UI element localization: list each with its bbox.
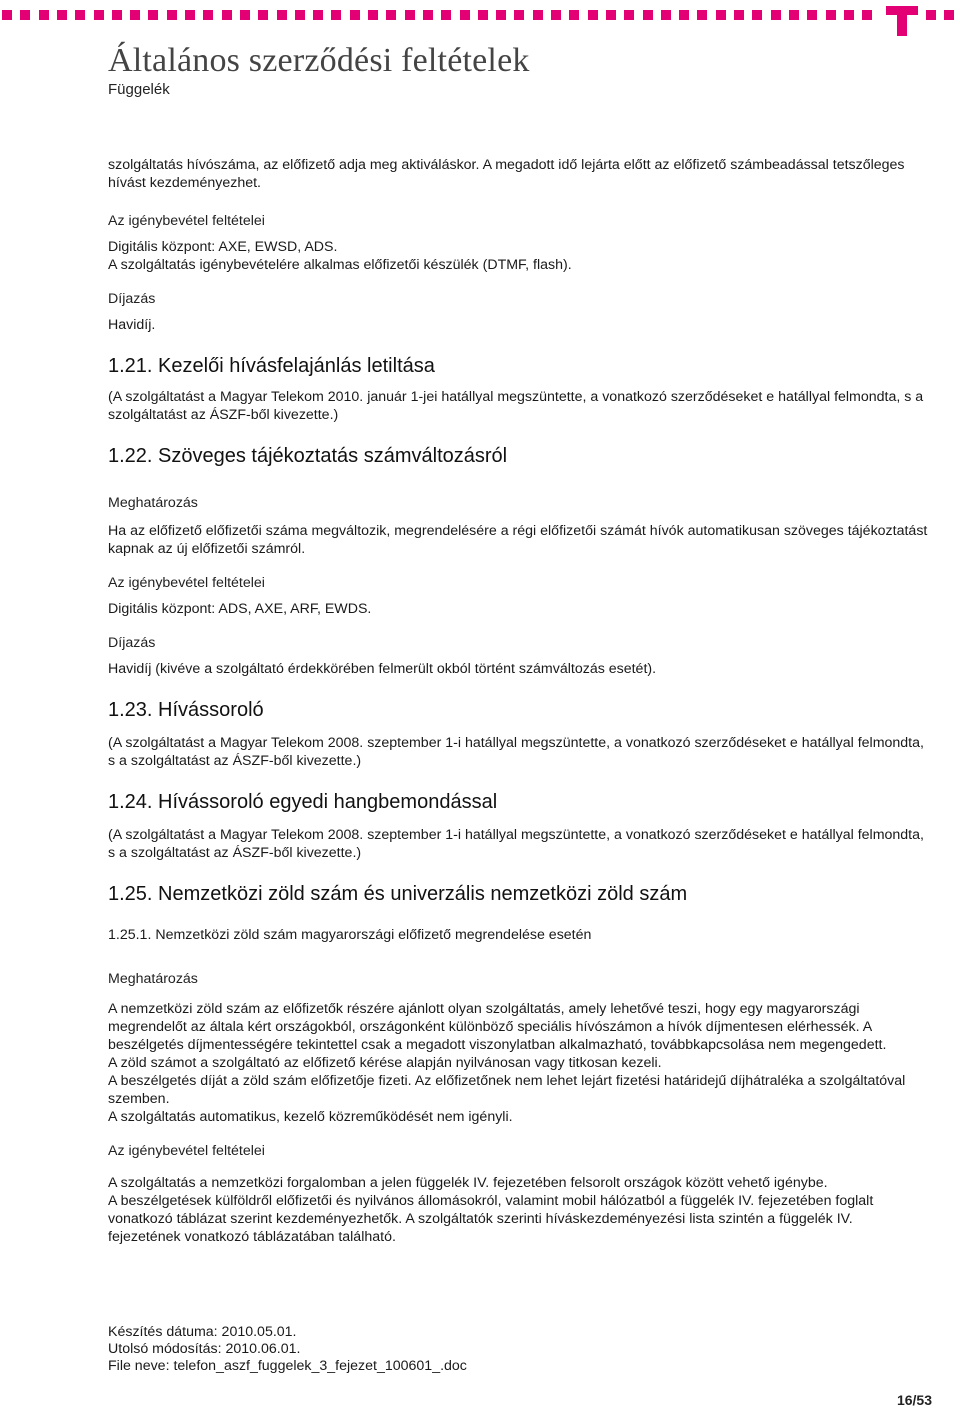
header-dot xyxy=(222,10,232,20)
paragraph: (A szolgáltatást a Magyar Telekom 2010. január 1-jei hatállyal megszüntette, a vonatkozó szerződéseket e hatállyal felmondta, s a szolgáltatást az ÁSZF-ből kivezette.) xyxy=(108,389,924,423)
paragraph: A zöld számot a szolgáltató az előfizető kérése alapján nyilvánosan vagy titkosan kezeli. xyxy=(108,1055,662,1071)
paragraph: Digitális központ: ADS, AXE, ARF, EWDS. xyxy=(108,601,372,617)
paragraph: A szolgáltatás igénybevételére alkalmas előfizetői készülék (DTMF, flash). xyxy=(108,257,572,273)
header-dot xyxy=(624,10,634,20)
paragraph: A beszélgetés díját a zöld szám előfizetője fizeti. Az előfizetőnek nem lehet lejárt fizetési határidejű díjhátraléka a szolgáltatóval szemben. xyxy=(108,1073,906,1107)
header-dot xyxy=(533,10,543,20)
paragraph: (A szolgáltatást a Magyar Telekom 2008. szeptember 1-i hatállyal megszüntette, a vonatkozó szerződéseket e hatállyal felmondta, s a szolgáltatást az ÁSZF-ből kivezette.) xyxy=(108,735,924,769)
header-dot xyxy=(240,10,250,20)
header-dot xyxy=(258,10,268,20)
header-dot xyxy=(716,10,726,20)
header-dot xyxy=(203,10,213,20)
footer-filename: File neve: telefon_aszf_fuggelek_3_fejezet_100601_.doc xyxy=(108,1358,467,1374)
header-dot xyxy=(679,10,689,20)
header-dot xyxy=(661,10,671,20)
header-dot xyxy=(350,10,360,20)
paragraph: A nemzetközi zöld szám az előfizetők részére ajánlott olyan szolgáltatás, amely lehetővé teszi, hogy egy magyarországi megrendelőt az általa kért országokból, országonként különböző speciális hívószámon a hívók díjmentesen elérhessék. A beszélgetés díjmentességére tekintettel csak a megadott viszonylatban alkalmazható, továbbkapcsolása nem megengedett. xyxy=(108,1001,887,1053)
header-dot xyxy=(514,10,524,20)
telekom-t-logo-icon xyxy=(884,0,960,40)
header-dot xyxy=(20,10,30,20)
page-number: 16/53 xyxy=(896,1392,932,1408)
paragraph: szolgáltatás hívószáma, az előfizető adja meg aktiváláskor. A megadott idő lejárta előtt az előfizető számbeadással tetszőleges hívást kezdeményezhet. xyxy=(108,157,905,191)
section-label: Meghatározás xyxy=(108,971,198,987)
section-heading: 1.21. Kezelői hívásfelajánlás letiltása xyxy=(108,355,435,377)
header-dot xyxy=(752,10,762,20)
section-label: Díjazás xyxy=(108,635,156,651)
section-label: Az igénybevétel feltételei xyxy=(108,1143,265,1159)
header-dot xyxy=(569,10,579,20)
header-dot xyxy=(789,10,799,20)
header-dot xyxy=(771,10,781,20)
header-dot xyxy=(496,10,506,20)
header-dot xyxy=(148,10,158,20)
paragraph: Digitális központ: AXE, EWSD, ADS. xyxy=(108,239,338,255)
section-label: Az igénybevétel feltételei xyxy=(108,213,265,229)
header-dot xyxy=(423,10,433,20)
header-dot-row xyxy=(0,10,880,22)
header-dot xyxy=(295,10,305,20)
header-dot xyxy=(185,10,195,20)
section-heading: 1.23. Hívássoroló xyxy=(108,699,264,721)
header-dot xyxy=(130,10,140,20)
header-dot xyxy=(478,10,488,20)
paragraph: A szolgáltatás automatikus, kezelő közreműködését nem igényli. xyxy=(108,1109,513,1125)
header-dot xyxy=(441,10,451,20)
header-dot xyxy=(39,10,49,20)
paragraph: (A szolgáltatást a Magyar Telekom 2008. szeptember 1-i hatállyal megszüntette, a vonatkozó szerződéseket e hatállyal felmondta, s a szolgáltatást az ÁSZF-ből kivezette.) xyxy=(108,827,924,861)
header-dot xyxy=(368,10,378,20)
header-dot xyxy=(734,10,744,20)
section-label: Meghatározás xyxy=(108,495,198,511)
section-label: Az igénybevétel feltételei xyxy=(108,575,265,591)
header-dot xyxy=(643,10,653,20)
footer-created-date: Készítés dátuma: 2010.05.01. xyxy=(108,1324,297,1340)
paragraph: Ha az előfizető előfizetői száma megváltozik, megrendelésére a régi előfizetői számát hívók automatikusan szöveges tájékoztatást kapnak az új előfizetői számról. xyxy=(108,523,928,557)
paragraph: A beszélgetések külföldről előfizetői és nyilvános állomásokról, valamint mobil hálózatból a függelék IV. fejezetében foglalt vonatkozó táblázat szerint kezdeményezhetők. A szolgáltatók szerinti híváskezdeményezési lista szintén a függelék IV. fejezetének vonatkozó táblázatában található. xyxy=(108,1193,874,1245)
header-dot xyxy=(112,10,122,20)
paragraph: A szolgáltatás a nemzetközi forgalomban a jelen függelék IV. fejezetében felsorolt országok között vehető igénybe. xyxy=(108,1175,828,1191)
header-dot xyxy=(313,10,323,20)
header-dot xyxy=(75,10,85,20)
header-dot xyxy=(331,10,341,20)
header-dot xyxy=(606,10,616,20)
paragraph: Havidíj. xyxy=(108,317,156,333)
section-heading: 1.24. Hívássoroló egyedi hangbemondással xyxy=(108,791,498,813)
section-label: Díjazás xyxy=(108,291,156,307)
header-dot xyxy=(862,10,872,20)
header-dot xyxy=(2,10,12,20)
header-dot xyxy=(697,10,707,20)
subsection-heading: 1.25.1. Nemzetközi zöld szám magyarországi előfizető megrendelése esetén xyxy=(108,927,592,943)
document-footer xyxy=(108,1324,467,1375)
document-subtitle: Függelék xyxy=(108,81,170,98)
header-dot xyxy=(277,10,287,20)
paragraph: Havidíj (kivéve a szolgáltató érdekkörében felmerült okból történt számváltozás esetét). xyxy=(108,661,657,677)
header-dot xyxy=(57,10,67,20)
header-dot xyxy=(386,10,396,20)
header-dot xyxy=(405,10,415,20)
header-dot xyxy=(844,10,854,20)
document-title: Általános szerződési feltételek xyxy=(108,42,530,79)
header-dot xyxy=(460,10,470,20)
header-dot xyxy=(167,10,177,20)
header-dot xyxy=(588,10,598,20)
document-body xyxy=(108,156,928,1246)
header-dot xyxy=(807,10,817,20)
section-heading: 1.25. Nemzetközi zöld szám és univerzális nemzetközi zöld szám xyxy=(108,883,688,905)
header-dot xyxy=(826,10,836,20)
footer-modified-date: Utolsó módosítás: 2010.06.01. xyxy=(108,1341,301,1357)
header-dot xyxy=(551,10,561,20)
section-heading: 1.22. Szöveges tájékoztatás számváltozásról xyxy=(108,445,508,467)
header-dot xyxy=(94,10,104,20)
